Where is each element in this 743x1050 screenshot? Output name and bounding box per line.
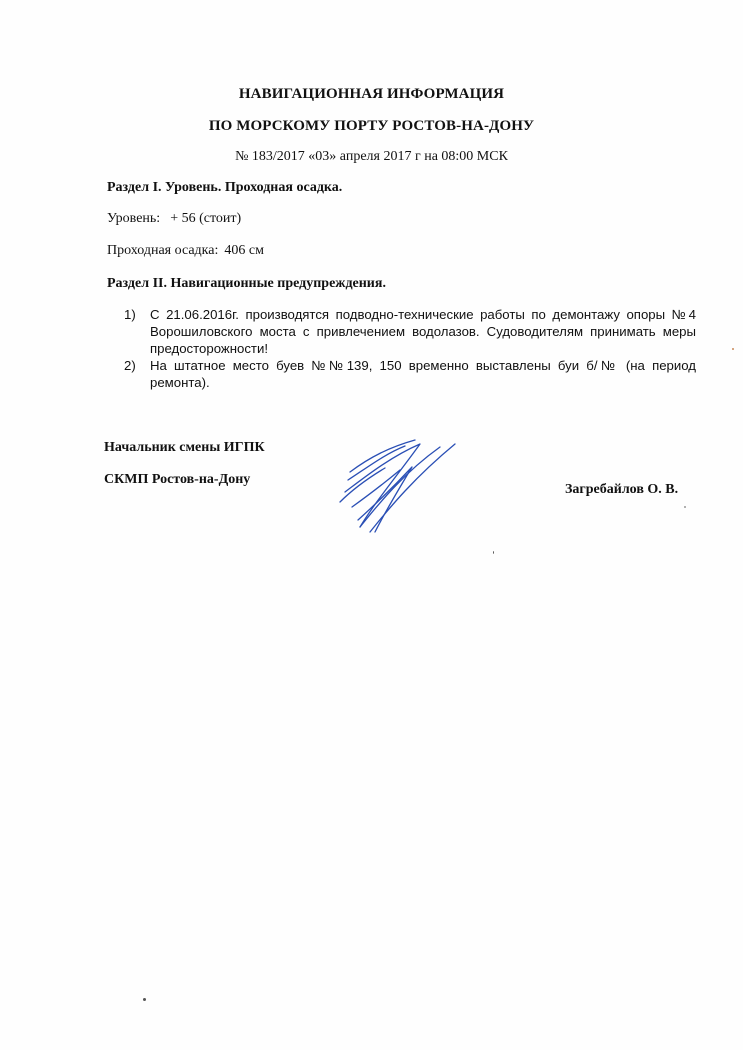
water-level-label: Уровень:	[107, 211, 161, 226]
signer-position-line-1: Начальник смены ИГПК	[104, 440, 265, 455]
section-1-heading: Раздел I. Уровень. Проходная осадка.	[107, 180, 343, 195]
scan-speck	[493, 551, 494, 554]
warning-item	[124, 357, 696, 391]
scan-speck	[143, 998, 146, 1001]
water-level-value: + 56 (стоит)	[170, 211, 242, 226]
draft-row	[107, 243, 264, 259]
warning-number: 1)	[124, 307, 136, 322]
warning-text: С 21.06.2016г. производятся подводно-технические работы по демонтажу опоры №4 Ворошиловского моста с привлечением водолазов. Судоводителям принимать меры предосторожности!	[150, 307, 696, 356]
warning-number: 2)	[124, 358, 136, 373]
handwritten-signature	[330, 432, 470, 547]
signer-name: Загребайлов О. В.	[565, 482, 679, 497]
warning-item	[124, 306, 696, 357]
section-2-heading: Раздел II. Навигационные предупреждения.	[107, 276, 386, 291]
issue-number-date: № 183/2017 «03» апреля 2017 г на 08:00 МСК	[235, 149, 508, 164]
warnings-list	[124, 306, 696, 391]
document-title-line-2: ПО МОРСКОМУ ПОРТУ РОСТОВ-НА-ДОНУ	[208, 118, 535, 134]
scan-speck	[684, 506, 686, 508]
warning-text: На штатное место буев №№139, 150 временно выставлены буи б/№ (на период ремонта).	[150, 358, 696, 390]
draft-label: Проходная осадка:	[107, 243, 219, 258]
document-title-line-1: НАВИГАЦИОННАЯ ИНФОРМАЦИЯ	[238, 86, 505, 102]
draft-value: 406 см	[224, 243, 264, 258]
signer-position-line-2: СКМП Ростов-на-Дону	[104, 472, 251, 487]
water-level-row	[107, 211, 241, 227]
scan-speck	[732, 348, 734, 350]
